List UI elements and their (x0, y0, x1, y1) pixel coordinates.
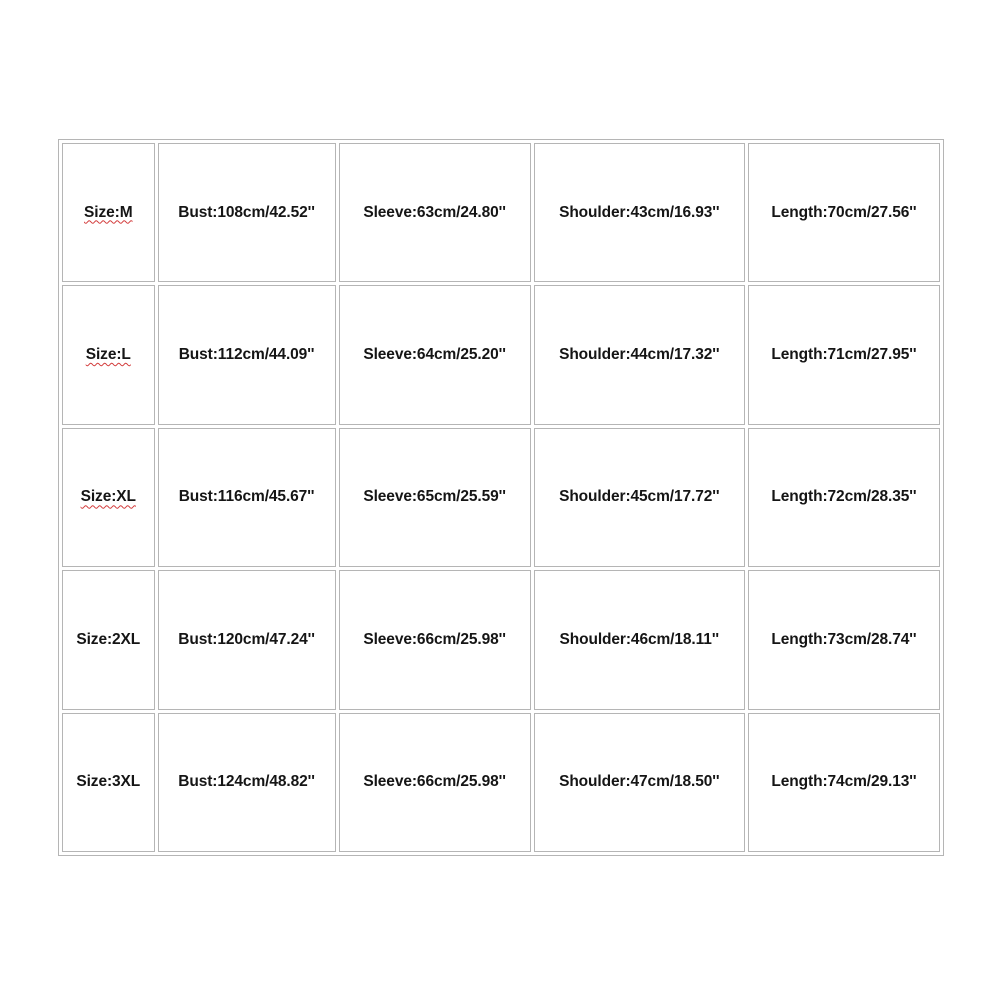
sleeve-cell: Sleeve:66cm/25.98'' (339, 713, 531, 852)
size-cell (62, 570, 155, 709)
length-cell: Length:70cm/27.56'' (748, 143, 940, 282)
length-cell: Length:72cm/28.35'' (748, 428, 940, 567)
length-cell: Length:73cm/28.74'' (748, 570, 940, 709)
shoulder-cell: Shoulder:47cm/18.50'' (534, 713, 745, 852)
size-cell (62, 143, 155, 282)
size-label: Size:L (85, 346, 131, 364)
size-cell (62, 285, 155, 424)
table-row (62, 143, 940, 282)
length-cell: Length:74cm/29.13'' (748, 713, 940, 852)
size-label: Size:2XL (76, 630, 141, 648)
bust-cell: Bust:116cm/45.67'' (158, 428, 336, 567)
shoulder-cell: Shoulder:46cm/18.11'' (534, 570, 745, 709)
shoulder-cell: Shoulder:43cm/16.93'' (534, 143, 745, 282)
table-row (62, 428, 940, 567)
length-cell: Length:71cm/27.95'' (748, 285, 940, 424)
size-cell (62, 713, 155, 852)
shoulder-cell: Shoulder:45cm/17.72'' (534, 428, 745, 567)
size-label: Size:3XL (76, 773, 141, 791)
size-chart-table (58, 139, 944, 856)
table-row (62, 570, 940, 709)
bust-cell: Bust:124cm/48.82'' (158, 713, 336, 852)
size-label: Size:XL (80, 488, 136, 506)
bust-cell: Bust:112cm/44.09'' (158, 285, 336, 424)
sleeve-cell: Sleeve:66cm/25.98'' (339, 570, 531, 709)
bust-cell: Bust:108cm/42.52'' (158, 143, 336, 282)
table-row (62, 713, 940, 852)
table-row (62, 285, 940, 424)
size-label: Size:M (84, 203, 133, 221)
sleeve-cell: Sleeve:64cm/25.20'' (339, 285, 531, 424)
size-cell (62, 428, 155, 567)
sleeve-cell: Sleeve:63cm/24.80'' (339, 143, 531, 282)
sleeve-cell: Sleeve:65cm/25.59'' (339, 428, 531, 567)
bust-cell: Bust:120cm/47.24'' (158, 570, 336, 709)
shoulder-cell: Shoulder:44cm/17.32'' (534, 285, 745, 424)
